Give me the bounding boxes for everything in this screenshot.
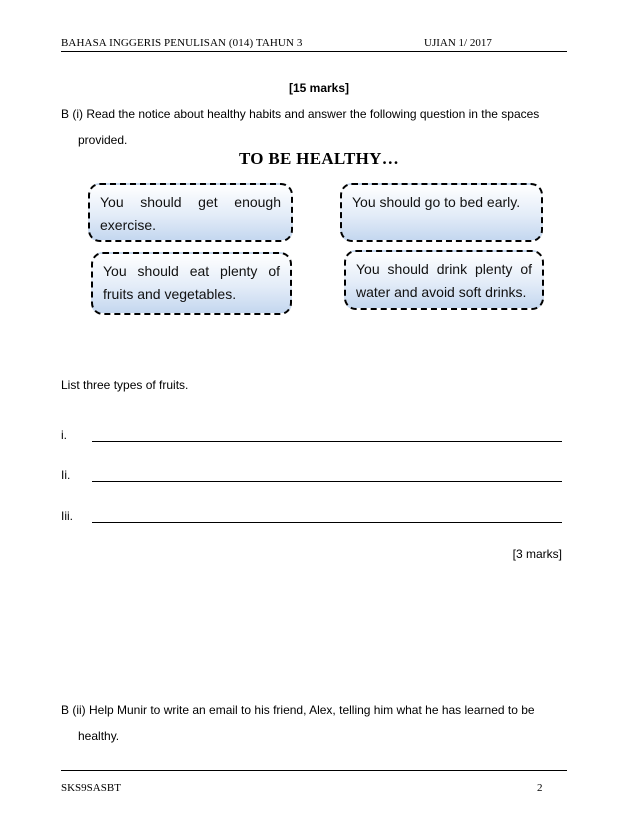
tip-box-fruits: You should eat plenty of fruits and vegetables. xyxy=(91,252,292,315)
tip-box-water: You should drink plenty of water and avoid soft drinks. xyxy=(344,250,544,310)
footer-rule xyxy=(61,770,567,771)
header-rule xyxy=(61,51,567,52)
footer-code: SKS9SASBT xyxy=(61,782,121,794)
answer-line-3[interactable] xyxy=(92,522,562,523)
question-bi-line1: B (i) Read the notice about healthy habits and answer the following question in the spaces xyxy=(61,107,540,121)
notice-title: TO BE HEALTHY… xyxy=(238,149,400,168)
answer-label-2: Ii. xyxy=(61,468,71,482)
header-subject: BAHASA INGGERIS PENULISAN (014) TAHUN 3 xyxy=(61,37,303,49)
page-number: 2 xyxy=(537,782,543,794)
tip-box-sleep: You should go to bed early. xyxy=(340,183,543,242)
answer-line-1[interactable] xyxy=(92,441,562,442)
answer-line-2[interactable] xyxy=(92,481,562,482)
answer-marks: [3 marks] xyxy=(512,547,562,561)
section-marks: [15 marks] xyxy=(288,81,350,95)
list-prompt: List three types of fruits. xyxy=(61,378,189,392)
header-exam: UJIAN 1/ 2017 xyxy=(424,37,492,49)
tip-box-exercise: You should get enough exercise. xyxy=(88,183,293,242)
question-bii-line2: healthy. xyxy=(78,729,120,743)
question-bii-line1: B (ii) Help Munir to write an email to his friend, Alex, telling him what he has learned to be xyxy=(61,703,535,717)
answer-label-3: Iii. xyxy=(61,509,73,523)
question-bi-line2: provided. xyxy=(78,133,128,147)
answer-label-1: i. xyxy=(61,428,67,442)
